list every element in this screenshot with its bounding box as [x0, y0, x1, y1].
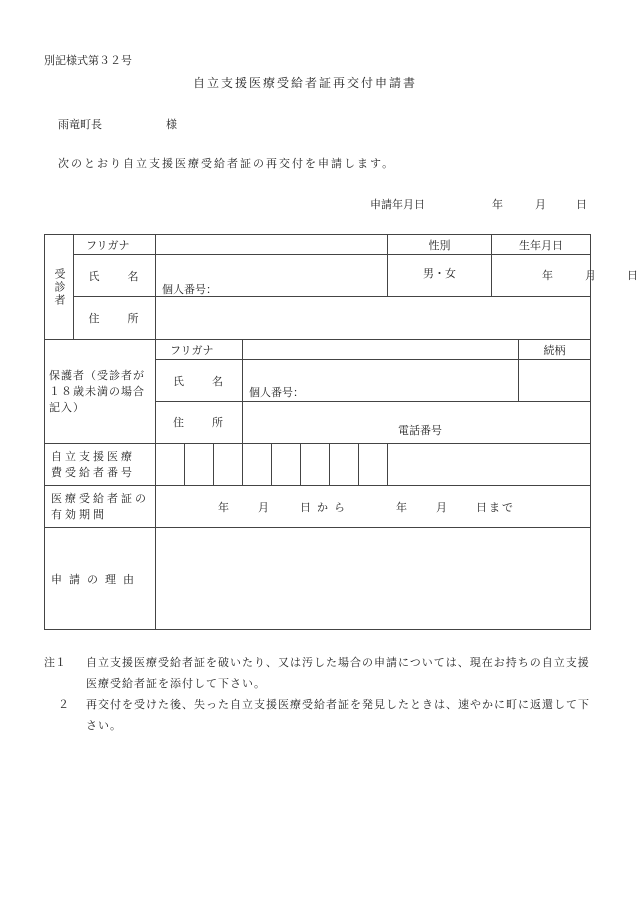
guardian-relation-label: 続柄: [519, 340, 591, 360]
guardian-furigana-label: フリガナ: [156, 340, 243, 360]
validity-from-year: 年: [218, 501, 229, 514]
validity-to-year: 年: [396, 501, 407, 514]
validity-to-month: 月: [436, 501, 447, 514]
patient-furigana-label: フリガナ: [74, 235, 156, 255]
note-text: 自立支援医療受給者証を破いたり、又は汚した場合の申請については、現在お持ちの自立支援医療受給者証を添付して下さい。: [86, 656, 590, 690]
note-number: ２: [58, 698, 69, 711]
form-title: 自立支援医療受給者証再交付申請書: [193, 76, 418, 90]
recipient-number-digit-2[interactable]: [185, 444, 214, 486]
reason-field[interactable]: [156, 528, 591, 630]
guardian-name-label: 氏 名: [156, 360, 243, 402]
patient-name-label: 氏 名: [74, 255, 156, 297]
validity-period-field[interactable]: [156, 486, 591, 528]
recipient-number-digit-6[interactable]: [301, 444, 330, 486]
recipient-number-remainder: [388, 444, 591, 486]
intro-text: 次のとおり自立支援医療受給者証の再交付を申請します。: [58, 157, 396, 170]
patient-gender-label: 性別: [388, 235, 492, 255]
patient-gender-value[interactable]: 男・女: [388, 255, 492, 297]
recipient-number-digit-1[interactable]: [156, 444, 185, 486]
patient-address-field[interactable]: [156, 297, 591, 340]
application-date-day: 日: [576, 198, 587, 211]
recipient-number-digit-5[interactable]: [272, 444, 301, 486]
application-date-month: 月: [535, 198, 546, 211]
recipient-number-digit-4[interactable]: [243, 444, 272, 486]
guardian-address-field[interactable]: [243, 402, 591, 444]
addressee-name: 雨竜町長: [58, 118, 102, 131]
guardian-address-label: 住 所: [156, 402, 243, 444]
recipient-number-digit-3[interactable]: [214, 444, 243, 486]
reason-label: 申請の理由: [45, 528, 156, 630]
application-form-table: [44, 234, 638, 630]
addressee-honorific: 様: [166, 118, 177, 131]
recipient-number-label: 自立支援医療費受給者番号: [45, 444, 156, 486]
patient-birth-month: 月: [585, 269, 596, 282]
patient-birth-label: 生年月日: [492, 235, 591, 255]
recipient-number-digit-7[interactable]: [330, 444, 359, 486]
validity-to-day: 日まで: [476, 501, 515, 514]
note-item: [44, 694, 592, 736]
note-number: 注１: [44, 656, 66, 669]
guardian-my-number-label: 個人番号：: [249, 386, 304, 399]
guardian-furigana-field[interactable]: [243, 340, 519, 360]
patient-name-field[interactable]: [156, 255, 388, 297]
guardian-phone-label: 電話番号: [398, 424, 442, 437]
application-date-year: 年: [492, 198, 503, 211]
patient-birth-year: 年: [542, 269, 553, 282]
validity-from-day: 日から: [300, 501, 351, 514]
note-item: [44, 652, 592, 694]
guardian-relation-field[interactable]: [519, 360, 591, 402]
patient-birth-field[interactable]: [492, 255, 638, 297]
patient-furigana-field[interactable]: [156, 235, 388, 255]
recipient-number-digit-8[interactable]: [359, 444, 388, 486]
validity-label: 医療受給者証の有効期間: [45, 486, 156, 528]
application-date-label: 申請年月日: [370, 198, 425, 211]
note-text: 再交付を受けた後、失った自立支援医療受給者証を発見したときは、速やかに町に返還して下さい。: [86, 698, 590, 732]
patient-birth-day: 日: [627, 269, 638, 282]
guardian-section-label: 保護者（受診者が１８歳未満の場合記入）: [45, 340, 156, 444]
notes-section: [44, 652, 592, 736]
patient-address-label: 住 所: [74, 297, 156, 340]
validity-from-month: 月: [258, 501, 269, 514]
patient-section-label: 受診者: [45, 235, 74, 340]
guardian-name-field[interactable]: [243, 360, 519, 402]
patient-my-number-label: 個人番号：: [162, 283, 217, 296]
form-number: 別記様式第３２号: [44, 54, 132, 67]
